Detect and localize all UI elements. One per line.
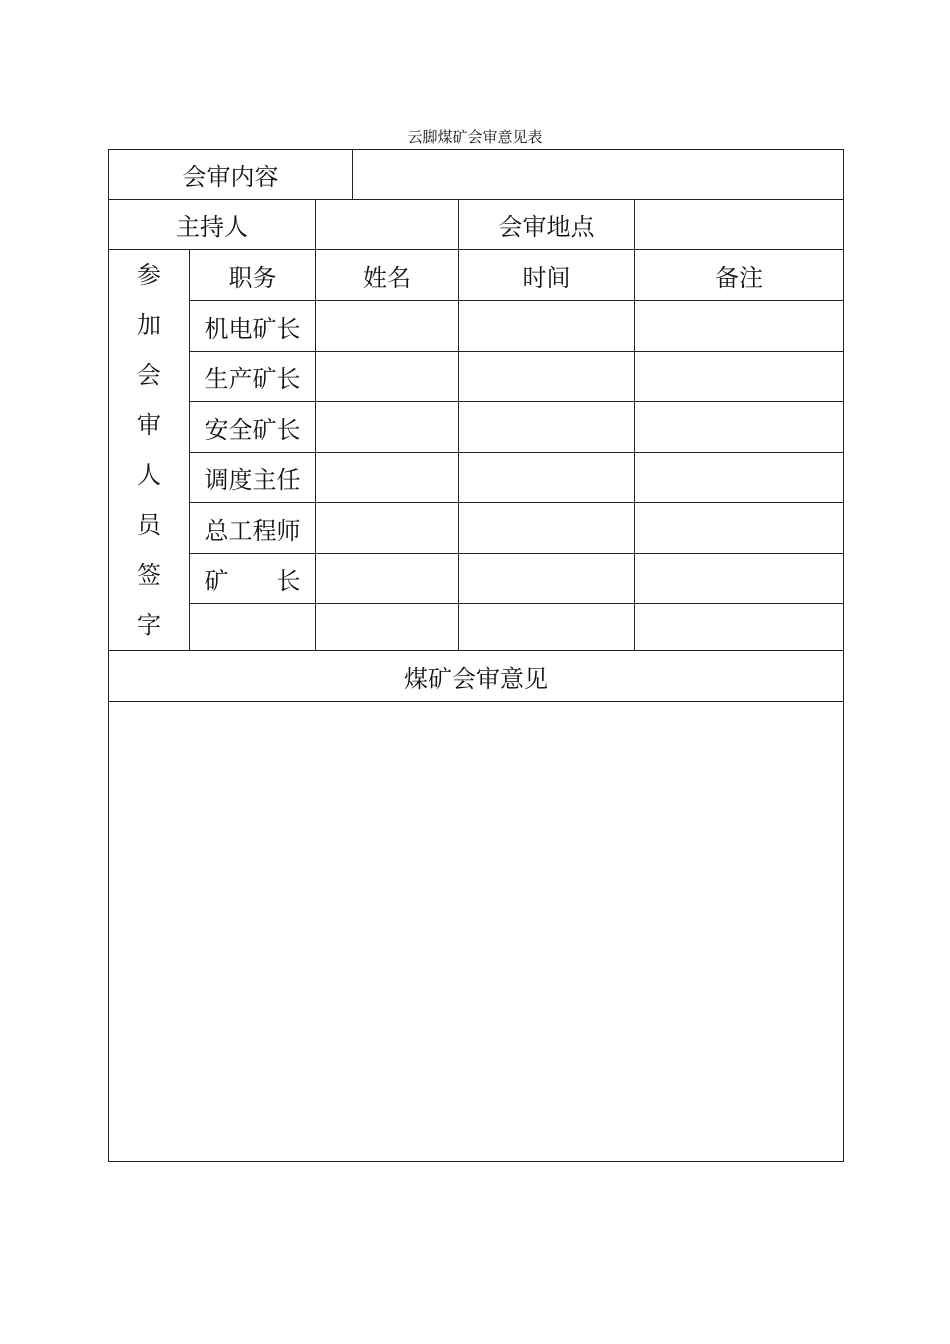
position-cell [190, 554, 316, 604]
attendee-label-char: 会 [137, 361, 161, 389]
position-part: 矿 [204, 567, 229, 595]
note-cell[interactable] [635, 554, 844, 604]
position-part: 长 [276, 567, 301, 595]
host-label: 主持人 [109, 200, 316, 250]
column-header-name: 姓名 [316, 250, 459, 301]
column-header-position: 职务 [190, 250, 316, 301]
note-cell[interactable] [635, 301, 844, 352]
column-header-note: 备注 [635, 250, 844, 301]
document-title: 云脚煤矿会审意见表 [407, 128, 543, 146]
attendee-label-char: 人 [137, 461, 161, 489]
host-field[interactable] [316, 200, 459, 250]
review-content-field[interactable] [353, 150, 844, 200]
time-cell[interactable] [459, 554, 635, 604]
name-cell[interactable] [316, 453, 459, 503]
time-cell[interactable] [459, 301, 635, 352]
name-cell[interactable] [316, 604, 459, 651]
review-form-table [108, 149, 844, 1162]
attendee-label-char: 加 [137, 311, 161, 339]
opinion-label: 煤矿会审意见 [109, 651, 844, 702]
note-cell[interactable] [635, 503, 844, 554]
name-cell[interactable] [316, 301, 459, 352]
time-cell[interactable] [459, 352, 635, 402]
time-cell[interactable] [459, 402, 635, 453]
time-cell[interactable] [459, 453, 635, 503]
position-cell: 安全矿长 [190, 402, 316, 453]
note-cell[interactable] [635, 453, 844, 503]
attendee-signature-label [109, 250, 190, 651]
time-cell[interactable] [459, 503, 635, 554]
position-cell: 总工程师 [190, 503, 316, 554]
name-cell[interactable] [316, 352, 459, 402]
position-cell[interactable] [190, 604, 316, 651]
location-label: 会审地点 [459, 200, 635, 250]
position-cell: 生产矿长 [190, 352, 316, 402]
position-cell: 调度主任 [190, 453, 316, 503]
name-cell[interactable] [316, 554, 459, 604]
attendee-label-char: 员 [137, 511, 161, 539]
column-header-time: 时间 [459, 250, 635, 301]
note-cell[interactable] [635, 604, 844, 651]
note-cell[interactable] [635, 402, 844, 453]
name-cell[interactable] [316, 503, 459, 554]
opinion-field[interactable] [109, 702, 844, 1162]
attendee-label-char: 参 [137, 261, 161, 289]
attendee-label-char: 签 [137, 561, 161, 589]
location-field[interactable] [635, 200, 844, 250]
note-cell[interactable] [635, 352, 844, 402]
name-cell[interactable] [316, 402, 459, 453]
time-cell[interactable] [459, 604, 635, 651]
position-cell: 机电矿长 [190, 301, 316, 352]
attendee-label-char: 审 [137, 411, 161, 439]
review-content-label: 会审内容 [109, 150, 353, 200]
attendee-label-char: 字 [137, 611, 161, 639]
